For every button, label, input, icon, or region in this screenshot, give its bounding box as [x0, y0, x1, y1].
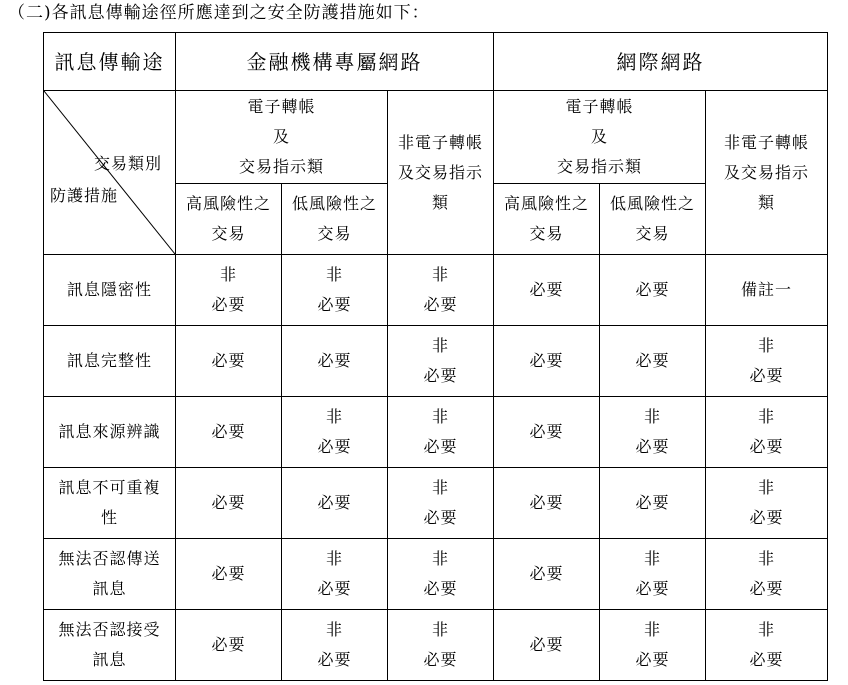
- cell-line: 必要: [749, 650, 784, 669]
- header-line: 高風險性之: [185, 194, 271, 213]
- header-line: 類: [431, 192, 449, 212]
- cell-line: 無法否認接受: [58, 620, 161, 639]
- cell-line: 非: [431, 265, 449, 284]
- requirement-cell-internet-low-risk: [600, 468, 706, 539]
- table-row-integrity: [44, 326, 828, 397]
- cell-line: 必要: [749, 508, 784, 527]
- requirement-cell-internet-non-electronic: [706, 255, 828, 326]
- cell-line: 必要: [423, 295, 458, 314]
- cell-line: 必要: [749, 437, 784, 456]
- cell-line: 必要: [529, 564, 564, 583]
- diagonal-header-cell: [44, 91, 176, 255]
- header-line: 類: [758, 192, 776, 212]
- cell-line: 必要: [423, 579, 458, 598]
- cell-line: 非: [643, 549, 661, 568]
- cell-line: 訊息隱密性: [66, 280, 152, 299]
- cell-line: 必要: [749, 366, 784, 385]
- cell-line: 非: [643, 407, 661, 426]
- cell-line: 非: [758, 620, 776, 639]
- cell-line: 必要: [635, 493, 670, 512]
- header-line: 及: [272, 127, 290, 146]
- header-line: 交易: [635, 224, 670, 243]
- cell-line: 非: [431, 407, 449, 426]
- cell-line: 非: [325, 407, 343, 426]
- non-electronic-header-internet: [706, 91, 828, 255]
- header-line: 低風險性之: [291, 194, 377, 213]
- table-row-non-repudiation-send: [44, 539, 828, 610]
- table-row-non-replay: [44, 468, 828, 539]
- cell-line: 必要: [529, 635, 564, 654]
- cell-line: 必要: [423, 508, 458, 527]
- requirement-cell-dedicated-high-risk: [176, 397, 282, 468]
- cell-line: 必要: [317, 437, 352, 456]
- cell-line: 必要: [635, 351, 670, 370]
- header-line: 交易指示類: [556, 157, 642, 176]
- requirement-cell-dedicated-low-risk: [282, 539, 388, 610]
- cell-line: 必要: [211, 422, 246, 441]
- cell-line: 必要: [529, 422, 564, 441]
- cell-line: 必要: [423, 437, 458, 456]
- internet-label: 網際網路: [616, 49, 705, 74]
- requirement-cell-dedicated-low-risk: [282, 255, 388, 326]
- header-line: 及: [590, 127, 608, 146]
- requirement-cell-dedicated-high-risk: [176, 610, 282, 681]
- dedicated-network-label: 金融機構專屬網路: [246, 49, 423, 74]
- table-row-source-authentication: [44, 397, 828, 468]
- high-risk-header-internet: [494, 184, 600, 255]
- cell-line: 非: [758, 549, 776, 568]
- measure-cell: [44, 468, 176, 539]
- cell-line: 性: [100, 508, 118, 527]
- measure-cell: [44, 610, 176, 681]
- cell-line: 必要: [635, 280, 670, 299]
- cell-line: 非: [325, 549, 343, 568]
- cell-line: 必要: [635, 650, 670, 669]
- requirement-cell-internet-low-risk: [600, 326, 706, 397]
- transaction-type-label: 交易類別: [94, 154, 163, 173]
- requirement-cell-dedicated-non-electronic: [388, 468, 494, 539]
- cell-line: 非: [325, 265, 343, 284]
- requirement-cell-internet-non-electronic: [706, 326, 828, 397]
- cell-line: 必要: [529, 351, 564, 370]
- requirement-cell-dedicated-low-risk: [282, 468, 388, 539]
- requirement-cell-internet-low-risk: [600, 397, 706, 468]
- measure-cell: [44, 539, 176, 610]
- channel-label: 訊息傳輸途: [54, 49, 165, 74]
- header-line: 高風險性之: [503, 194, 589, 213]
- cell-line: 必要: [211, 351, 246, 370]
- cell-line: 訊息來源辨識: [58, 422, 161, 441]
- cell-line: 訊息不可重複: [58, 478, 161, 497]
- cell-line: 必要: [529, 493, 564, 512]
- requirement-cell-dedicated-low-risk: [282, 326, 388, 397]
- requirement-cell-internet-non-electronic: [706, 539, 828, 610]
- cell-line: 必要: [423, 366, 458, 385]
- header-line: 及交易指示: [397, 162, 483, 182]
- cell-line: 非: [643, 620, 661, 639]
- requirement-cell-dedicated-non-electronic: [388, 326, 494, 397]
- requirement-cell-internet-high-risk: [494, 610, 600, 681]
- cell-line: 無法否認傳送: [58, 549, 161, 568]
- channel-header-cell: [44, 33, 176, 91]
- requirement-cell-internet-low-risk: [600, 255, 706, 326]
- requirement-cell-dedicated-high-risk: [176, 468, 282, 539]
- requirement-cell-dedicated-high-risk: [176, 326, 282, 397]
- cell-line: 非: [758, 478, 776, 497]
- cell-line: 非: [431, 549, 449, 568]
- cell-line: 非: [431, 336, 449, 355]
- cell-line: 必要: [423, 650, 458, 669]
- cell-line: 必要: [211, 493, 246, 512]
- requirement-cell-internet-high-risk: [494, 397, 600, 468]
- low-risk-header-internet: [600, 184, 706, 255]
- high-risk-header-dedicated: [176, 184, 282, 255]
- cell-line: 非: [325, 620, 343, 639]
- header-line: 及交易指示: [724, 162, 810, 182]
- cell-line: 非: [431, 478, 449, 497]
- dedicated-network-header: [176, 33, 494, 91]
- cell-line: 必要: [211, 635, 246, 654]
- low-risk-header-dedicated: [282, 184, 388, 255]
- header-line: 非電子轉帳: [724, 132, 810, 152]
- cell-line: 必要: [317, 579, 352, 598]
- header-line: 交易: [211, 224, 246, 243]
- cell-line: 必要: [635, 437, 670, 456]
- cell-line: 訊息: [92, 650, 127, 669]
- cell-line: 訊息完整性: [66, 351, 152, 370]
- requirement-cell-internet-high-risk: [494, 539, 600, 610]
- requirement-cell-internet-non-electronic: [706, 468, 828, 539]
- electronic-transfer-header-dedicated: [176, 91, 388, 184]
- cell-line: 必要: [317, 351, 352, 370]
- cell-line: 必要: [211, 564, 246, 583]
- measure-cell: [44, 326, 176, 397]
- security-measures-table: [43, 32, 828, 681]
- cell-line: 非: [758, 336, 776, 355]
- electronic-transfer-header-internet: [494, 91, 706, 184]
- table-header-row-2: [44, 91, 828, 184]
- table-row-confidentiality: [44, 255, 828, 326]
- cell-line: 非: [431, 620, 449, 639]
- requirement-cell-dedicated-non-electronic: [388, 397, 494, 468]
- requirement-cell-dedicated-non-electronic: [388, 610, 494, 681]
- cell-line: 必要: [749, 579, 784, 598]
- header-line: 電子轉帳: [565, 97, 634, 116]
- table-row-non-repudiation-receive: [44, 610, 828, 681]
- header-line: 交易: [317, 224, 352, 243]
- cell-line: 備註一: [741, 280, 793, 299]
- requirement-cell-internet-low-risk: [600, 610, 706, 681]
- internet-header: [494, 33, 828, 91]
- header-line: 交易指示類: [238, 157, 324, 176]
- requirement-cell-internet-non-electronic: [706, 397, 828, 468]
- cell-line: 訊息: [92, 579, 127, 598]
- requirement-cell-dedicated-non-electronic: [388, 255, 494, 326]
- requirement-cell-internet-low-risk: [600, 539, 706, 610]
- protection-measure-label: 防護措施: [50, 186, 119, 205]
- cell-line: 必要: [317, 650, 352, 669]
- requirement-cell-internet-high-risk: [494, 255, 600, 326]
- cell-line: 必要: [211, 295, 246, 314]
- cell-line: 必要: [317, 493, 352, 512]
- cell-line: 必要: [635, 579, 670, 598]
- requirement-cell-dedicated-non-electronic: [388, 539, 494, 610]
- requirement-cell-dedicated-low-risk: [282, 610, 388, 681]
- cell-line: 必要: [317, 295, 352, 314]
- table-body: [44, 255, 828, 681]
- non-electronic-header-dedicated: [388, 91, 494, 255]
- requirement-cell-dedicated-high-risk: [176, 255, 282, 326]
- requirement-cell-dedicated-high-risk: [176, 539, 282, 610]
- header-line: 低風險性之: [609, 194, 695, 213]
- measure-cell: [44, 255, 176, 326]
- requirement-cell-internet-non-electronic: [706, 610, 828, 681]
- requirement-cell-dedicated-low-risk: [282, 397, 388, 468]
- section-caption: （二)各訊息傳輸途徑所應達到之安全防護措施如下：: [8, 3, 430, 23]
- header-line: 電子轉帳: [247, 97, 316, 116]
- measure-cell: [44, 397, 176, 468]
- table-header-row-1: [44, 33, 828, 91]
- cell-line: 非: [219, 265, 237, 284]
- requirement-cell-internet-high-risk: [494, 326, 600, 397]
- cell-line: 必要: [529, 280, 564, 299]
- cell-line: 非: [758, 407, 776, 426]
- requirement-cell-internet-high-risk: [494, 468, 600, 539]
- header-line: 交易: [529, 224, 564, 243]
- header-line: 非電子轉帳: [397, 132, 483, 152]
